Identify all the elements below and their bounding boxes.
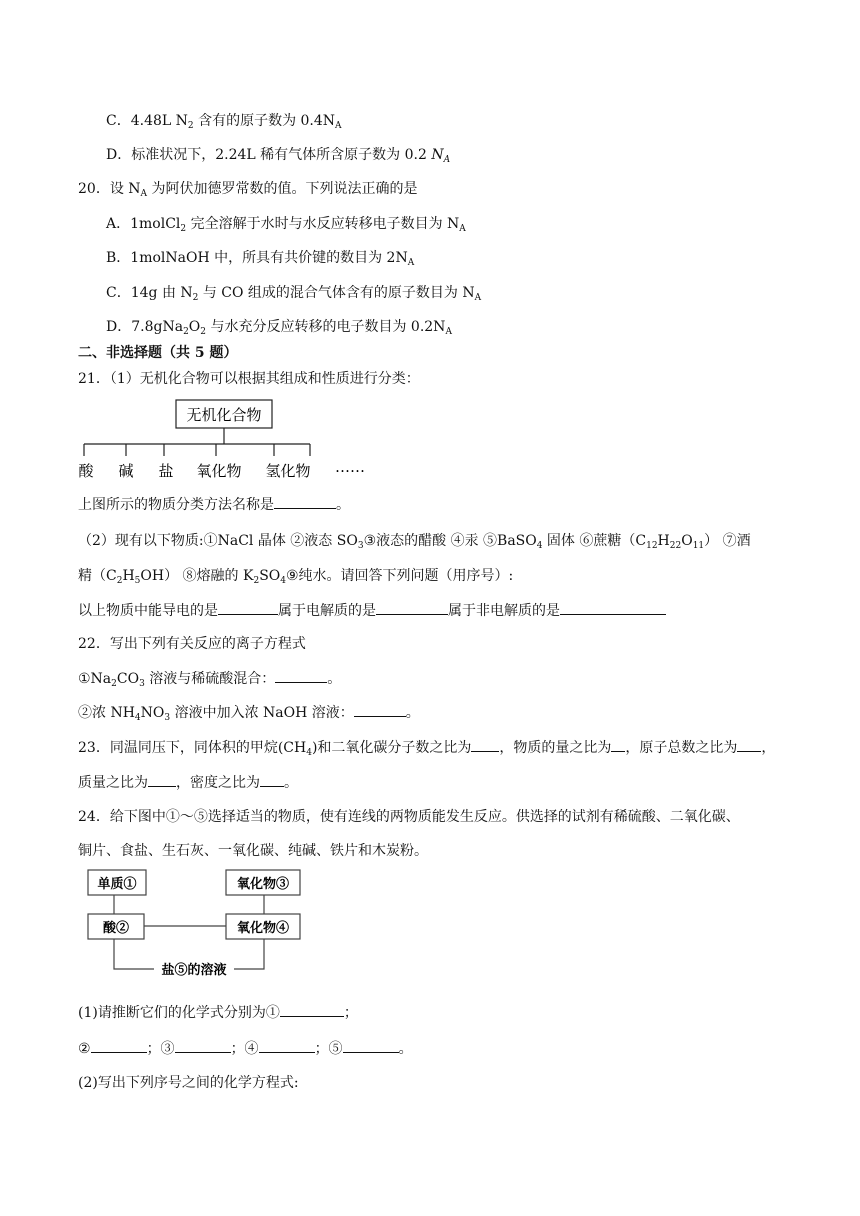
answer-blank[interactable] <box>218 601 278 615</box>
tree-leaf: 盐 <box>158 462 174 480</box>
q23-line2: 质量之比为 ，密度之比为 。 <box>78 775 298 791</box>
tree-leaf: 碱 <box>118 462 134 480</box>
tree-leaf: …… <box>335 458 365 476</box>
answer-blank[interactable] <box>148 773 176 787</box>
q19-option-d: D．标准状况下，2.24L 稀有气体所含原子数为 0.2 $N_A$ <box>106 147 451 165</box>
answer-blank[interactable] <box>259 1039 315 1053</box>
q21-part2-line2: 精$(C_2H_5OH)$ ⑧熔融的 $K_2SO_4⑨$纯水。请回答下列问题（用序号）: <box>78 568 514 586</box>
q22-line1: $①Na_2CO_3$ 溶液与稀硫酸混合： 。 <box>78 671 342 689</box>
q19-option-c: C．4.48L $N_2$ 含有的原子数为 $0.4N_A$ <box>106 113 342 131</box>
q20-option-b: B．1molNaOH 中，所具有共价键的数目为 $2N_A$ <box>106 250 415 268</box>
box-oxide-3-label: 氧化物③ <box>236 877 290 892</box>
q21-stem: 21．（1）无机化合物可以根据其组成和性质进行分类： <box>78 371 420 387</box>
q24-part1-line1: (1)请推断它们的化学式分别为① ； <box>78 1005 358 1021</box>
q24-part2: (2)写出下列序号之间的化学方程式: <box>78 1075 299 1091</box>
answer-blank[interactable] <box>275 669 327 683</box>
q23-line1: 23．同温同压下，同体积的甲烷$(CH_4)$和二氧化碳分子数之比为 ，物质的量之比为 ，原子总数之比为 ， <box>78 740 776 758</box>
answer-blank[interactable] <box>560 601 666 615</box>
answer-blank[interactable] <box>611 738 625 752</box>
tree-leaf: 氧化物 <box>196 462 242 480</box>
box-salt-5-label: 盐⑤的溶液 <box>161 963 227 978</box>
q22-stem: 22．写出下列有关反应的离子方程式 <box>78 636 306 652</box>
q20-stem: 20．设 $N_A$ 为阿伏加德罗常数的值。下列说法正确的是 <box>78 181 418 199</box>
section-heading: 二、非选择题（共 5 题） <box>78 345 238 361</box>
answer-blank[interactable] <box>175 1039 231 1053</box>
q24-line1: 24．给下图中①～⑤选择适当的物质，使有连线的两物质能发生反应。供选择的试剂有稀硫酸、二氧化碳、 <box>78 809 740 825</box>
reaction-diagram <box>84 866 324 982</box>
q20-option-a: A．1molCl$_2$ 完全溶解于水时与水反应转移电子数目为 $N_A$ <box>106 216 466 234</box>
answer-blank[interactable] <box>280 1003 344 1017</box>
answer-blank[interactable] <box>354 703 406 717</box>
classification-tree-diagram <box>74 398 374 488</box>
q21-part2-line3: 以上物质中能导电的是 属于电解质的是 属于非电解质的是 <box>78 601 666 620</box>
q24-line2: 铜片、食盐、生石灰、一氧化碳、纯碱、铁片和木炭粉。 <box>78 843 428 859</box>
q20-option-c: C．14g 由 $N_2$ 与 CO 组成的混合气体含有的原子数目为 $N_A$ <box>106 285 482 303</box>
box-oxide-4-label: 氧化物④ <box>236 921 290 936</box>
answer-blank[interactable] <box>343 1039 399 1053</box>
box-element-1-label: 单质① <box>97 877 137 892</box>
answer-blank[interactable] <box>274 495 336 509</box>
q22-line2: ②浓 $NH_4NO_3$ 溶液中加入浓 NaOH 溶液： 。 <box>78 705 420 723</box>
q21-method-line: 上图所示的物质分类方法名称是 。 <box>78 497 350 513</box>
box-acid-2-label: 酸② <box>102 921 130 936</box>
answer-blank[interactable] <box>91 1039 147 1053</box>
answer-blank[interactable] <box>737 738 761 752</box>
q20-option-d: D．$7.8gNa_2O_2$ 与水充分反应转移的电子数目为 $0.2N_A$ <box>106 319 452 337</box>
tree-leaf: 氢化物 <box>265 462 311 480</box>
tree-leaf: 酸 <box>78 462 94 480</box>
tree-root-label: 无机化合物 <box>186 406 262 424</box>
answer-blank[interactable] <box>471 738 499 752</box>
answer-blank[interactable] <box>376 601 448 615</box>
q24-part1-line2: ② ；③ ；④ ；⑤ 。 <box>78 1041 413 1057</box>
answer-blank[interactable] <box>260 773 284 787</box>
q21-part2-line1: （2）现有以下物质:①NaCl 晶体 ②液态 $SO_3③$液态的醋酸 ④汞 ⑤BaSO$_4$ 固体 ⑥蔗糖$(C_{12}H_{22}O_{11})$ ⑦酒 <box>78 533 751 551</box>
